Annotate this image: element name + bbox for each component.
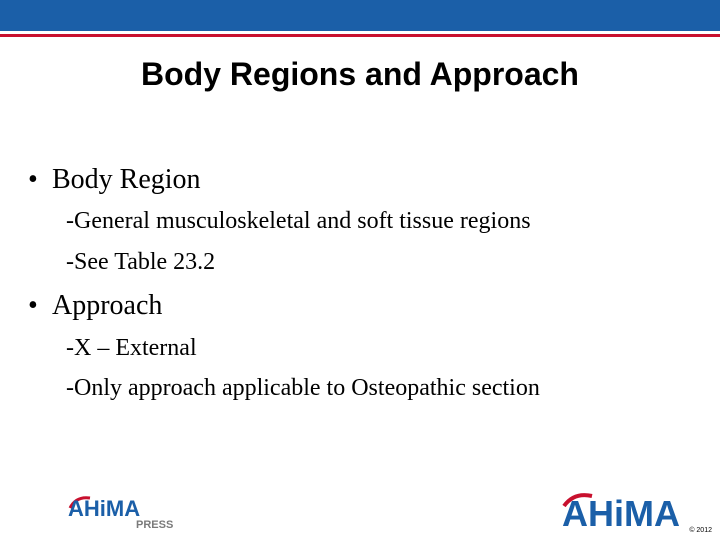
subitem: -General musculoskeletal and soft tissue regions bbox=[66, 208, 531, 234]
logo-wordmark: AHiMA bbox=[68, 496, 141, 521]
bullet-body-region bbox=[28, 164, 201, 196]
subitem: -See Table 23.2 bbox=[66, 249, 216, 275]
logo-press-label: PRESS bbox=[136, 519, 174, 531]
top-banner bbox=[0, 0, 720, 31]
ahima-logo bbox=[560, 488, 700, 532]
subitem: -X – External bbox=[66, 335, 197, 361]
slide-title: Body Regions and Approach bbox=[141, 56, 579, 92]
bullet-label: Approach bbox=[52, 290, 163, 321]
bullet-approach bbox=[28, 290, 162, 322]
subitem: -Only approach applicable to Osteopathic section bbox=[66, 375, 540, 401]
logo-wordmark: AHiMA bbox=[562, 493, 680, 532]
bullet-label: Body Region bbox=[52, 164, 201, 195]
bullet-dot: • bbox=[28, 164, 38, 195]
ahima-press-logo bbox=[66, 488, 176, 532]
banner-red-stripe bbox=[0, 34, 720, 37]
copyright-notice: © 2012 bbox=[689, 527, 712, 534]
bullet-dot: • bbox=[28, 290, 38, 321]
